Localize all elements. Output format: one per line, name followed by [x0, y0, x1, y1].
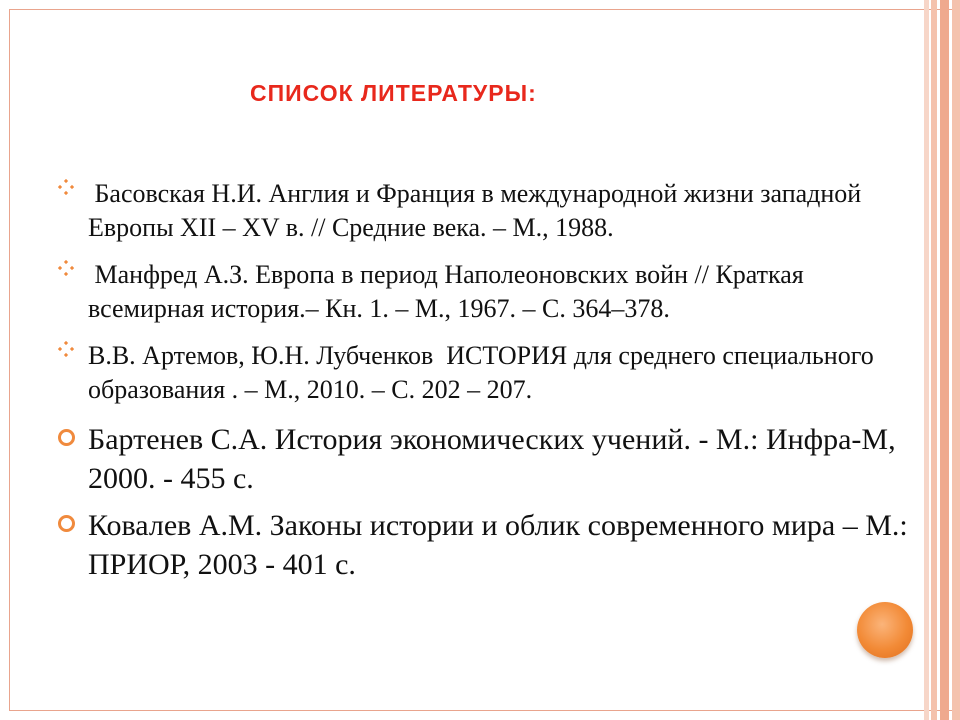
- reference-item: [58, 420, 908, 498]
- reference-text: Ковалев А.М. Законы истории и облик современного мира – М.: ПРИОР, 2003 - 401 с.: [88, 509, 916, 581]
- reference-text: Манфред А.З. Европа в период Наполеоновских войн // Краткая всемирная история.– Кн. 1. – М., 1967. – С. 364–378.: [88, 260, 811, 323]
- diamond-bullet-icon: [58, 260, 74, 276]
- reference-item: [58, 177, 908, 245]
- reference-text: Басовская Н.И. Англия и Франция в международной жизни западной Европы XII – XV в. // Средние века. – М., 1988.: [88, 179, 868, 242]
- diamond-bullet-icon: [58, 341, 74, 357]
- stripe: [924, 0, 929, 720]
- ring-bullet-icon: [58, 515, 75, 532]
- reference-list: [58, 177, 916, 592]
- stripe: [940, 0, 949, 720]
- reference-item: [58, 339, 908, 407]
- stripe: [952, 0, 960, 720]
- reference-item: [58, 506, 916, 584]
- reference-item: [58, 258, 908, 326]
- stripe: [931, 0, 937, 720]
- reference-text: Бартенев С.А. История экономических учений. - М.: Инфра-М, 2000. - 455 с.: [88, 423, 904, 495]
- decorative-orange-orb: [857, 602, 913, 658]
- diamond-bullet-icon: [58, 179, 74, 195]
- decorative-side-stripes: [924, 0, 960, 720]
- ring-bullet-icon: [58, 429, 75, 446]
- reference-text: В.В. Артемов, Ю.Н. Лубченков ИСТОРИЯ для среднего специального образования . – М., 2010. – С. 202 – 207.: [88, 341, 881, 404]
- slide-title: СПИСОК ЛИТЕРАТУРЫ:: [250, 80, 537, 106]
